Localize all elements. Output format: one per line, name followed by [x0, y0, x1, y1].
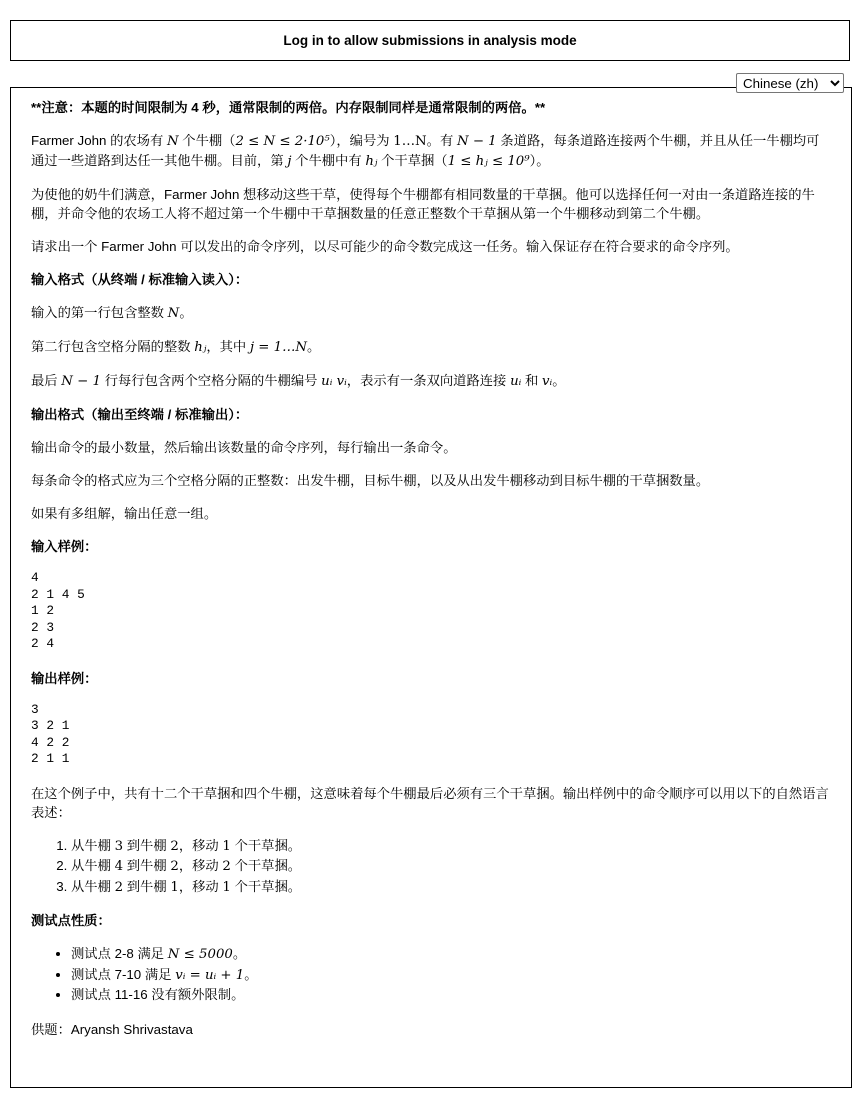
output-line-1: 输出命令的最小数量，然后输出该数量的命令序列，每行输出一条命令。: [31, 440, 457, 455]
time-limit-note: **注意：本题的时间限制为 4 秒，通常限制的两倍。内存限制同样是通常限制的两倍。**: [31, 100, 546, 115]
problem-paragraph-2: 为使他的奶牛们满意，Farmer John 想移动这些干草，使得每个牛棚都有相同数量的干草捆。他可以选择任何一对由一条道路连接的牛棚，并命令他的农场工人将不超过第一个牛棚中干草捆数量的任意正整数个干草捆从第一个牛棚移动到第二个牛棚。: [31, 187, 815, 221]
list-item: 3. 从牛棚 2 到牛棚 1，移动 1 个干草捆。: [71, 877, 831, 898]
output-line-2: 每条命令的格式应为三个空格分隔的正整数：出发牛棚，目标牛棚，以及从出发牛棚移动到目标牛棚的干草捆数量。: [31, 473, 710, 488]
math-index-range: 1…N: [393, 134, 427, 149]
login-link[interactable]: Log in to allow submissions in analysis mode: [283, 33, 577, 48]
sample-output-block: 3 3 2 1 4 2 2 2 1 1: [31, 701, 70, 766]
list-item: • 测试点 2-8 满足 N ≤ 5000。: [71, 944, 831, 965]
problem-paragraph-3: 请求出一个 Farmer John 可以发出的命令序列，以尽可能少的命令数完成这一任务。输入保证存在符合要求的命令序列。: [31, 239, 739, 254]
language-select[interactable]: [736, 73, 844, 93]
problem-paragraph-1: Farmer John 的农场有 N 个牛棚（2 ≤ N ≤ 2·10⁵），编号为 1…N。有 N − 1 条道路，每条道路连接两个牛棚，并且从任一牛棚均可通过一些道路到达任一其他牛棚。目前，第 j 个牛棚中有 hⱼ 个干草捆（1 ≤ hⱼ ≤ 10⁹）。: [31, 133, 820, 169]
list-item: • 测试点 7-10 满足 vᵢ = uᵢ + 1。: [71, 965, 831, 986]
input-line-2: 第二行包含空格分隔的整数 hⱼ，其中 j = 1…N。: [31, 339, 321, 355]
math-n: N: [166, 134, 179, 149]
output-line-3: 如果有多组解，输出任意一组。: [31, 506, 218, 521]
input-line-1: 输入的第一行包含整数 N。: [31, 305, 193, 321]
list-item: 1. 从牛棚 3 到牛棚 2，移动 1 个干草捆。: [71, 836, 831, 857]
problem-content: [31, 98, 831, 1053]
sample-input-block: 4 2 1 4 5 1 2 2 3 2 4: [31, 570, 85, 651]
math-hj-range: 1 ≤ hⱼ ≤ 10⁹: [447, 154, 530, 169]
problem-statement: [10, 87, 852, 1088]
login-banner[interactable]: [10, 20, 850, 61]
sample-explanation: 在这个例子中，共有十二个干草捆和四个牛棚，这意味着每个牛棚最后必须有三个干草捆。输出样例中的命令顺序可以用以下的自然语言表述：: [31, 785, 829, 820]
problem-credit: 供题：Aryansh Shrivastava: [31, 1021, 193, 1037]
output-format-heading: 输出格式（输出至终端 / 标准输出）：: [31, 407, 249, 422]
input-line-3: 最后 N − 1 行每行包含两个空格分隔的牛棚编号 uᵢ vᵢ，表示有一条双向道路连接 uᵢ 和 vᵢ。: [31, 373, 566, 389]
math-n-range: 2 ≤ N ≤ 2·10⁵: [235, 134, 330, 149]
math-j: j: [287, 154, 292, 169]
math-n-minus-1: N − 1: [456, 134, 497, 149]
test-cases-heading: 测试点性质：: [31, 913, 111, 928]
math-hj: hⱼ: [365, 154, 378, 169]
test-cases-list: [31, 944, 831, 1006]
list-item: 2. 从牛棚 4 到牛棚 2，移动 2 个干草捆。: [71, 856, 831, 877]
sample-output-heading: 输出样例：: [31, 670, 98, 686]
list-item: • 测试点 11-16 没有额外限制。: [71, 985, 831, 1006]
sample-input-heading: 输入样例：: [31, 539, 98, 554]
input-format-heading: 输入格式（从终端 / 标准输入读入）：: [31, 272, 249, 287]
explanation-steps: [31, 836, 831, 898]
